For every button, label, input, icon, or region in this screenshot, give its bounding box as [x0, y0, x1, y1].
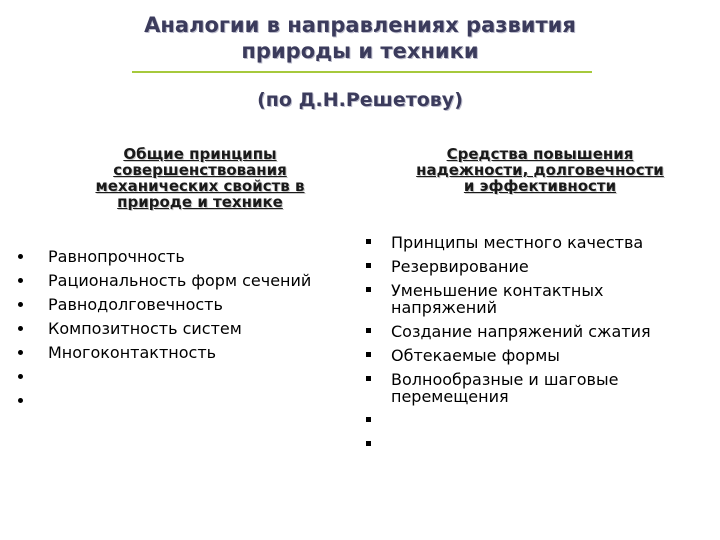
list-item — [14, 272, 344, 296]
left-heading-line: Общие принципы — [123, 145, 277, 163]
square-bullet-icon — [366, 352, 371, 357]
left-heading-line: механических свойств в — [95, 177, 305, 195]
list-item-text: Создание напряжений сжатия — [391, 322, 651, 341]
right-column-heading — [390, 146, 690, 194]
round-bullet-icon — [18, 278, 23, 283]
slide-title — [0, 12, 720, 64]
round-bullet-icon — [18, 254, 23, 259]
right-heading-line: надежности, долговечности — [416, 161, 664, 179]
title-divider — [132, 71, 592, 73]
slide-title-line-2: природы и техники — [241, 39, 479, 63]
round-bullet-icon — [18, 302, 23, 307]
round-bullet-icon — [18, 398, 23, 403]
list-item-text: Обтекаемые формы — [391, 346, 560, 365]
list-item — [362, 282, 712, 316]
square-bullet-icon — [366, 376, 371, 381]
list-item — [362, 436, 712, 453]
list-item — [362, 371, 712, 405]
list-item-text: Равнодолговечность — [48, 295, 223, 314]
square-bullet-icon — [366, 441, 371, 446]
left-heading-line: природе и технике — [117, 193, 283, 211]
list-item — [362, 258, 712, 275]
right-bullet-list — [362, 234, 712, 460]
list-item — [362, 347, 712, 364]
list-item — [14, 320, 344, 344]
right-heading-line: и эффективности — [463, 177, 617, 195]
square-bullet-icon — [366, 417, 371, 422]
list-item — [14, 392, 344, 416]
list-item — [362, 234, 712, 251]
list-item-text: Композитность систем — [48, 319, 242, 338]
list-item — [14, 368, 344, 392]
left-column-heading — [50, 146, 350, 210]
slide-title-line-1: Аналогии в направлениях развития — [144, 13, 576, 37]
list-item-text: Многоконтактность — [48, 343, 217, 362]
round-bullet-icon — [18, 326, 23, 331]
square-bullet-icon — [366, 263, 371, 268]
left-heading-line: совершенствования — [113, 161, 287, 179]
square-bullet-icon — [366, 239, 371, 244]
square-bullet-icon — [366, 328, 371, 333]
list-item-text: Равнопрочность — [48, 247, 185, 266]
list-item-text: Рациональность форм сечений — [48, 271, 312, 290]
round-bullet-icon — [18, 350, 23, 355]
list-item — [14, 344, 344, 368]
round-bullet-icon — [18, 374, 23, 379]
list-item-text: Принципы местного качества — [391, 233, 644, 252]
left-bullet-list — [14, 248, 344, 416]
list-item-text: Волнообразные и шаговые перемещения — [391, 370, 619, 406]
list-item — [362, 323, 712, 340]
list-item-text: Уменьшение контактных напряжений — [391, 281, 604, 317]
list-item-text: Резервирование — [391, 257, 529, 276]
right-heading-line: Средства повышения — [446, 145, 634, 163]
list-item — [14, 248, 344, 272]
list-item — [362, 412, 712, 429]
square-bullet-icon — [366, 287, 371, 292]
list-item — [14, 296, 344, 320]
slide-subtitle: (по Д.Н.Решетову) — [257, 89, 463, 111]
